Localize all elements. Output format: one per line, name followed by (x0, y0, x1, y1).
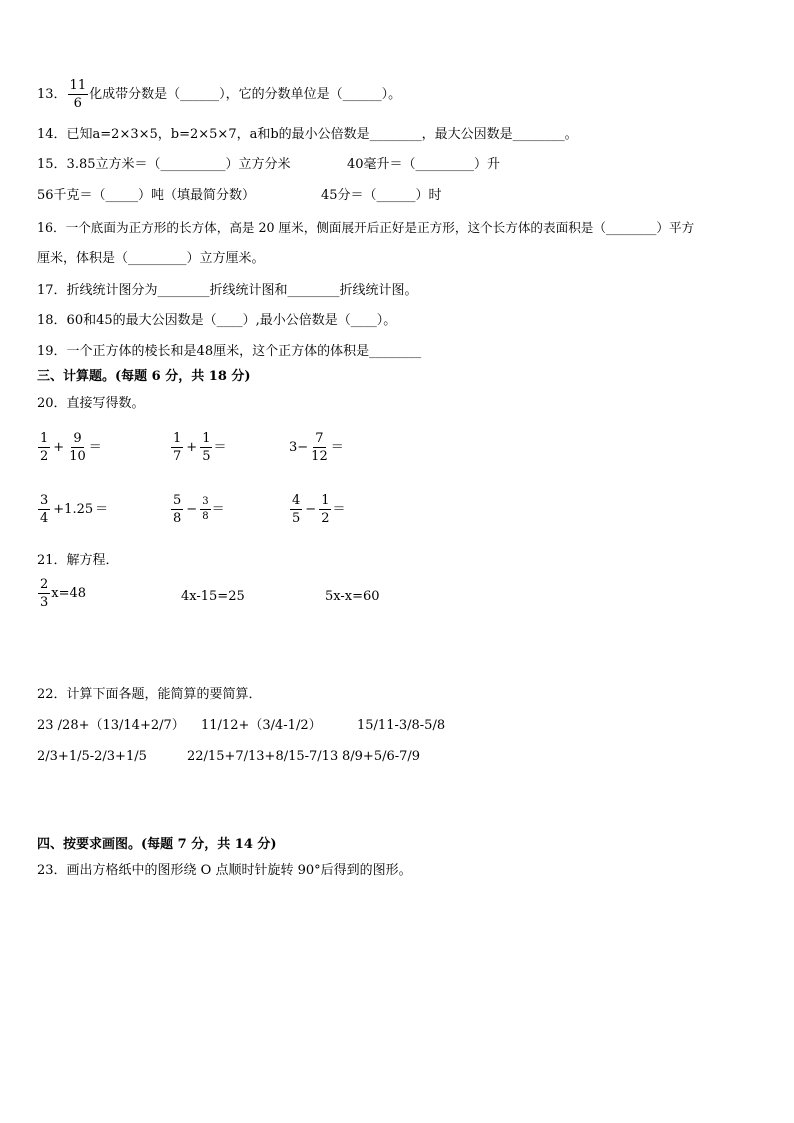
question-18: 18．60和45的最大公因数是（____）,最小公倍数是（____）。 (37, 313, 397, 328)
fraction-denominator: 5 (202, 449, 211, 464)
question-15-part-c: 56千克＝（_____）吨（填最简分数） (37, 188, 256, 203)
q13-number: 13． (37, 87, 67, 102)
q20-expression-2 (170, 432, 226, 463)
equals-sign: ＝ (332, 501, 346, 517)
q13-fraction-numerator: 11 (69, 78, 87, 93)
q22-item-6: 8/9+5/6-7/9 (342, 749, 421, 764)
operator: − (186, 501, 198, 517)
fraction-denominator: 3 (40, 595, 49, 610)
equals-sign: ＝ (211, 501, 225, 517)
fraction-numerator: 5 (173, 493, 182, 508)
section-4-heading: 四、按要求画图。(每题 7 分，共 14 分) (37, 837, 277, 852)
q20-expression-5 (170, 494, 225, 525)
fraction-numerator: 3 (40, 493, 49, 508)
fraction-denominator: 7 (173, 449, 182, 464)
question-16-line-2: 厘米，体积是（_________）立方厘米。 (37, 251, 265, 266)
equals-sign: ＝ (330, 439, 344, 455)
fraction-numerator: 3 (200, 497, 210, 510)
fraction-denominator: 10 (69, 449, 86, 464)
fraction-denominator: 2 (321, 511, 330, 526)
q22-item-4: 2/3+1/5-2/3+1/5 (37, 749, 147, 764)
q13-text: 化成带分数是（______），它的分数单位是（______）。 (89, 87, 402, 102)
question-14: 14．已知a=2×3×5，b=2×5×7，a和b的最小公倍数是________，最大公因数是________。 (37, 127, 578, 142)
operator: + (53, 439, 65, 455)
question-21-title: 21．解方程． (37, 553, 119, 568)
expression-prefix: 3− (289, 439, 309, 455)
question-17: 17．折线统计图分为________折线统计图和________折线统计图。 (37, 283, 418, 298)
fraction-denominator: 5 (292, 511, 301, 526)
operator: +1.25 (53, 501, 94, 517)
section-3-heading: 三、计算题。(每题 6 分，共 18 分) (37, 369, 251, 384)
equals-sign: ＝ (213, 439, 227, 455)
q22-item-2: 11/12+（3/4-1/2） (201, 718, 322, 733)
fraction-numerator: 1 (40, 431, 49, 446)
question-20-title: 20．直接写得数。 (37, 396, 145, 411)
question-15-part-b: 40毫升＝（_________）升 (347, 157, 501, 172)
fraction-numerator: 7 (315, 431, 324, 446)
q22-item-3: 15/11-3/8-5/8 (357, 718, 446, 733)
question-15-part-d: 45分＝（______）时 (321, 188, 442, 203)
q13-fraction (68, 79, 89, 110)
question-16-line-1: 16．一个底面为正方形的长方体，高是 20 厘米，侧面展开后正好是正方形，这个长方体的表面积是（________）平方 (37, 220, 695, 235)
question-15-part-a: 15．3.85立方米＝（__________）立方分米 (37, 157, 291, 172)
equals-sign: ＝ (95, 501, 109, 517)
q20-expression-4 (37, 494, 108, 525)
question-19: 19．一个正方体的棱长和是48厘米，这个正方体的体积是________ (37, 344, 422, 359)
fraction-numerator: 9 (73, 431, 82, 446)
fraction-denominator: 12 (311, 449, 328, 464)
fraction-denominator: 8 (202, 511, 209, 522)
operator: + (186, 439, 198, 455)
fraction-numerator: 2 (40, 577, 49, 592)
q21-equation-2: 4x-15=25 (181, 589, 245, 604)
equation-rest: x=48 (51, 585, 87, 601)
question-13 (37, 79, 401, 110)
question-23: 23．画出方格纸中的图形绕 O 点顺时针旋转 90°后得到的图形。 (37, 863, 412, 878)
fraction-numerator: 1 (202, 431, 211, 446)
q21-equation-3: 5x-x=60 (325, 589, 380, 604)
fraction-denominator: 8 (173, 511, 182, 526)
q21-equation-1 (37, 578, 86, 609)
equals-sign: ＝ (88, 439, 102, 455)
fraction-numerator: 1 (321, 493, 330, 508)
q20-expression-3 (289, 432, 344, 463)
fraction-numerator: 1 (173, 431, 182, 446)
fraction-numerator: 4 (292, 493, 301, 508)
q20-expression-6 (289, 494, 345, 525)
fraction-denominator: 2 (40, 449, 49, 464)
fraction-denominator: 4 (40, 511, 49, 526)
operator: − (305, 501, 317, 517)
q13-fraction-denominator: 6 (73, 96, 82, 111)
q22-item-5: 22/15+7/13+8/15-7/13 (187, 749, 339, 764)
question-22-title: 22．计算下面各题，能简算的要简算． (37, 687, 262, 702)
q22-item-1: 23 /28+（13/14+2/7） (37, 718, 185, 733)
q20-expression-1 (37, 432, 102, 463)
